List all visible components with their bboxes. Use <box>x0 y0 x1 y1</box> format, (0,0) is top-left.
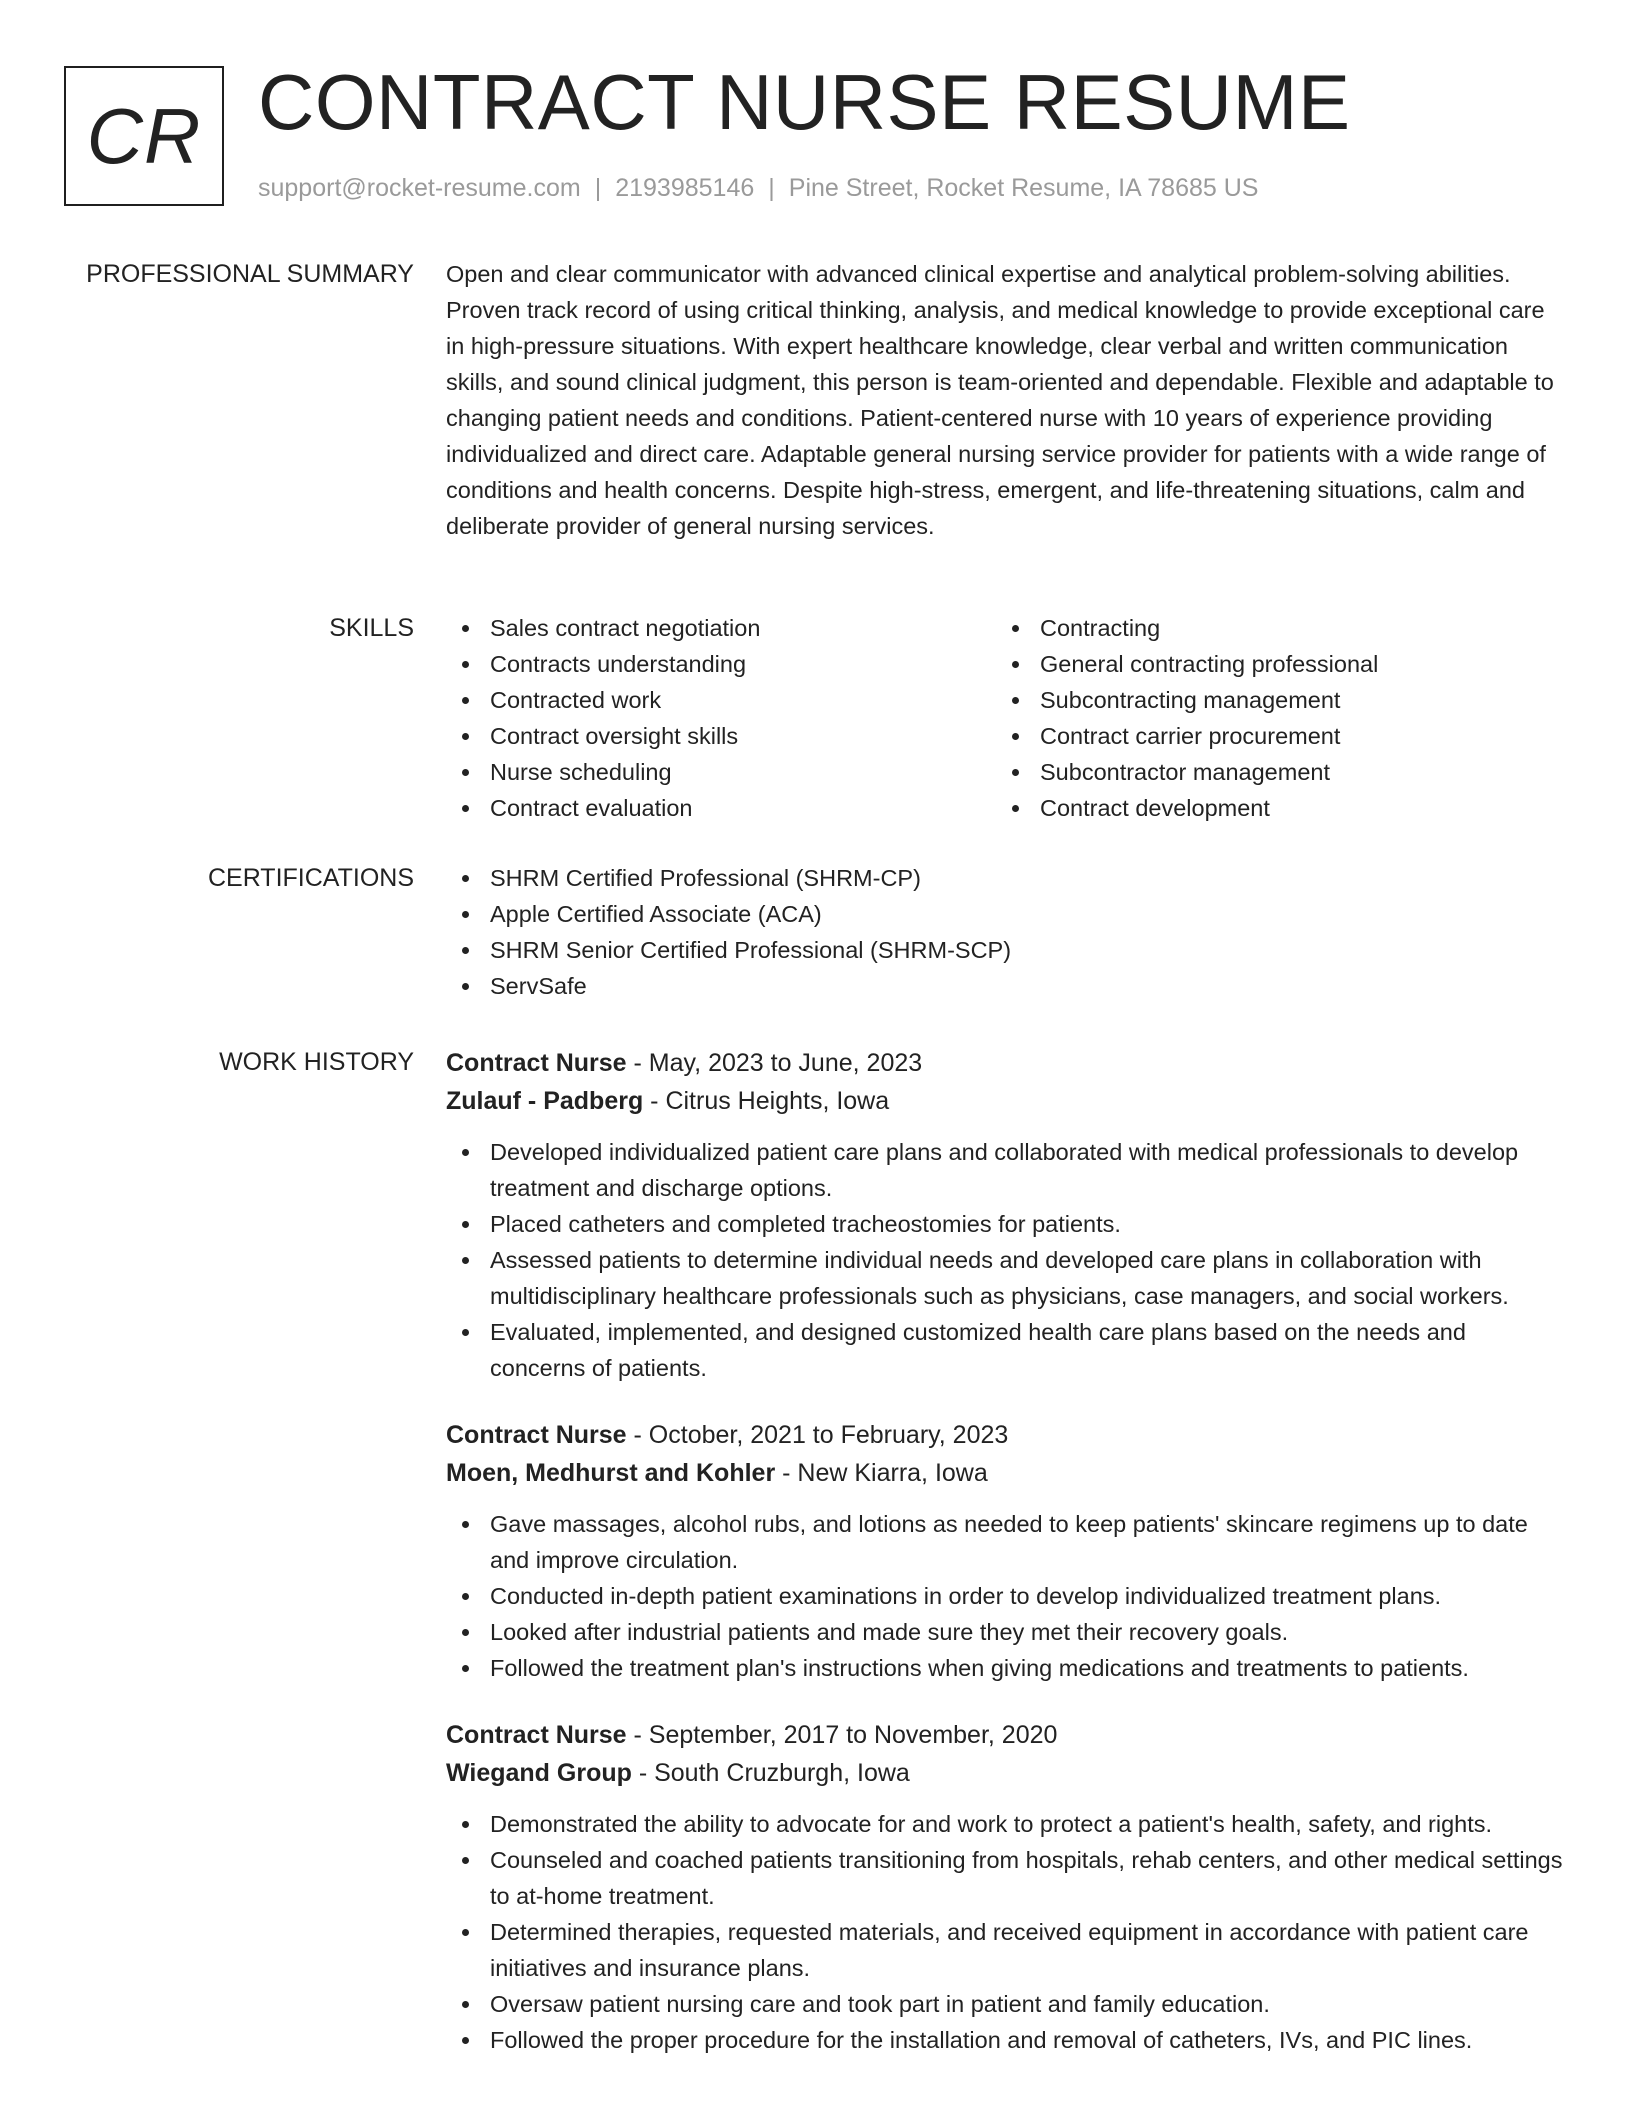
job-location: - South Cruzburgh, Iowa <box>631 1759 910 1787</box>
job-duty-item: Gave massages, alcohol rubs, and lotions as needed to keep patients' skincare regimens up to date and improve circulation. <box>446 1506 1566 1578</box>
contact-address: Pine Street, Rocket Resume, IA 78685 US <box>788 174 1259 202</box>
work-history-body <box>446 1044 1566 2088</box>
job-dates: - October, 2021 to February, 2023 <box>626 1421 1009 1449</box>
skill-item: Contract carrier procurement <box>996 718 1546 754</box>
skill-item: Contract development <box>996 790 1546 826</box>
certification-item: SHRM Senior Certified Professional (SHRM-SCP) <box>446 932 1566 968</box>
job-duty-item: Developed individualized patient care plans and collaborated with medical professionals to develop treatment and discharge options. <box>446 1134 1566 1206</box>
job-duty-item: Assessed patients to determine individual needs and developed care plans in collaboration with multidisciplinary healthcare professionals such as physicians, case managers, and social workers. <box>446 1242 1566 1314</box>
job-duty-item: Followed the proper procedure for the installation and removal of catheters, IVs, and PIC lines. <box>446 2022 1566 2058</box>
skills-list-left <box>446 610 996 826</box>
job-entry <box>446 1044 1566 1386</box>
certifications-list <box>446 860 1566 1004</box>
job-entry <box>446 1416 1566 1686</box>
monogram-logo: CR <box>64 66 224 206</box>
job-duty-item: Placed catheters and completed tracheostomies for patients. <box>446 1206 1566 1242</box>
job-title: Contract Nurse <box>446 1721 627 1749</box>
job-title-line <box>446 1716 1566 1754</box>
certification-item: ServSafe <box>446 968 1566 1004</box>
job-company: Zulauf - Padberg <box>446 1087 644 1115</box>
contact-separator: | <box>594 174 602 202</box>
job-company-line <box>446 1454 1566 1492</box>
job-title: Contract Nurse <box>446 1049 627 1077</box>
job-duty-item: Looked after industrial patients and made sure they met their recovery goals. <box>446 1614 1566 1650</box>
contact-phone[interactable]: 2193985146 <box>615 174 755 202</box>
job-company: Wiegand Group <box>446 1759 632 1787</box>
skill-item: Sales contract negotiation <box>446 610 996 646</box>
skills-grid <box>446 610 1566 826</box>
job-location: - New Kiarra, Iowa <box>775 1459 988 1487</box>
skill-item: Contracting <box>996 610 1546 646</box>
job-duty-item: Demonstrated the ability to advocate for and work to protect a patient's health, safety, and rights. <box>446 1806 1566 1842</box>
skills-body <box>446 610 1566 826</box>
job-duty-item: Determined therapies, requested materials, and received equipment in accordance with patient care initiatives and insurance plans. <box>446 1914 1566 1986</box>
skill-item: Subcontractor management <box>996 754 1546 790</box>
contact-line <box>258 174 1258 203</box>
skill-item: Subcontracting management <box>996 682 1546 718</box>
job-duties-list <box>446 1134 1566 1386</box>
job-company: Moen, Medhurst and Kohler <box>446 1459 776 1487</box>
skill-item: Contract evaluation <box>446 790 996 826</box>
job-entry <box>446 1716 1566 2058</box>
job-company-line <box>446 1082 1566 1120</box>
section-label-work-history: WORK HISTORY <box>219 1048 414 1076</box>
skill-item: Contract oversight skills <box>446 718 996 754</box>
skill-item: General contracting professional <box>996 646 1546 682</box>
job-title: Contract Nurse <box>446 1421 627 1449</box>
skill-item: Contracts understanding <box>446 646 996 682</box>
job-dates: - May, 2023 to June, 2023 <box>626 1049 923 1077</box>
job-dates: - September, 2017 to November, 2020 <box>626 1721 1058 1749</box>
job-company-line <box>446 1754 1566 1792</box>
contact-separator: | <box>768 174 775 202</box>
skills-list-right <box>996 610 1546 826</box>
section-label-skills: SKILLS <box>329 614 414 642</box>
job-title-line <box>446 1044 1566 1082</box>
certifications-body <box>446 860 1566 1004</box>
certification-item: SHRM Certified Professional (SHRM-CP) <box>446 860 1566 896</box>
job-location: - Citrus Heights, Iowa <box>643 1087 890 1115</box>
section-label-summary: PROFESSIONAL SUMMARY <box>86 260 414 288</box>
contact-email[interactable]: support@rocket-resume.com <box>258 174 581 202</box>
job-duties-list <box>446 1806 1566 2058</box>
job-duty-item: Followed the treatment plan's instructions when giving medications and treatments to patients. <box>446 1650 1566 1686</box>
resume-title: CONTRACT NURSE RESUME <box>258 58 1351 146</box>
job-duty-item: Oversaw patient nursing care and took part in patient and family education. <box>446 1986 1566 2022</box>
job-title-line <box>446 1416 1566 1454</box>
job-duties-list <box>446 1506 1566 1686</box>
skill-item: Contracted work <box>446 682 996 718</box>
skill-item: Nurse scheduling <box>446 754 996 790</box>
section-label-certifications: CERTIFICATIONS <box>207 864 414 892</box>
summary-body <box>446 256 1566 544</box>
summary-text: Open and clear communicator with advanced clinical expertise and analytical problem-solving abilities. Proven track record of using critical thinking, analysis, and medical knowledge to provide exceptional care in high-pressure situations. With expert healthcare knowledge, clear verbal and written communication skills, and sound clinical judgment, this person is team-oriented and dependable. Flexible and adaptable to changing patient needs and conditions. Patient-centered nurse with 10 years of experience providing individualized and direct care. Adaptable general nursing service provider for patients with a wide range of conditions and health concerns. Despite high-stress, emergent, and life-threatening situations, calm and deliberate provider of general nursing services. <box>446 261 1554 539</box>
job-duty-item: Evaluated, implemented, and designed customized health care plans based on the needs and concerns of patients. <box>446 1314 1566 1386</box>
certification-item: Apple Certified Associate (ACA) <box>446 896 1566 932</box>
job-duty-item: Counseled and coached patients transitioning from hospitals, rehab centers, and other medical settings to at-home treatment. <box>446 1842 1566 1914</box>
job-duty-item: Conducted in-depth patient examinations in order to develop individualized treatment plans. <box>446 1578 1566 1614</box>
